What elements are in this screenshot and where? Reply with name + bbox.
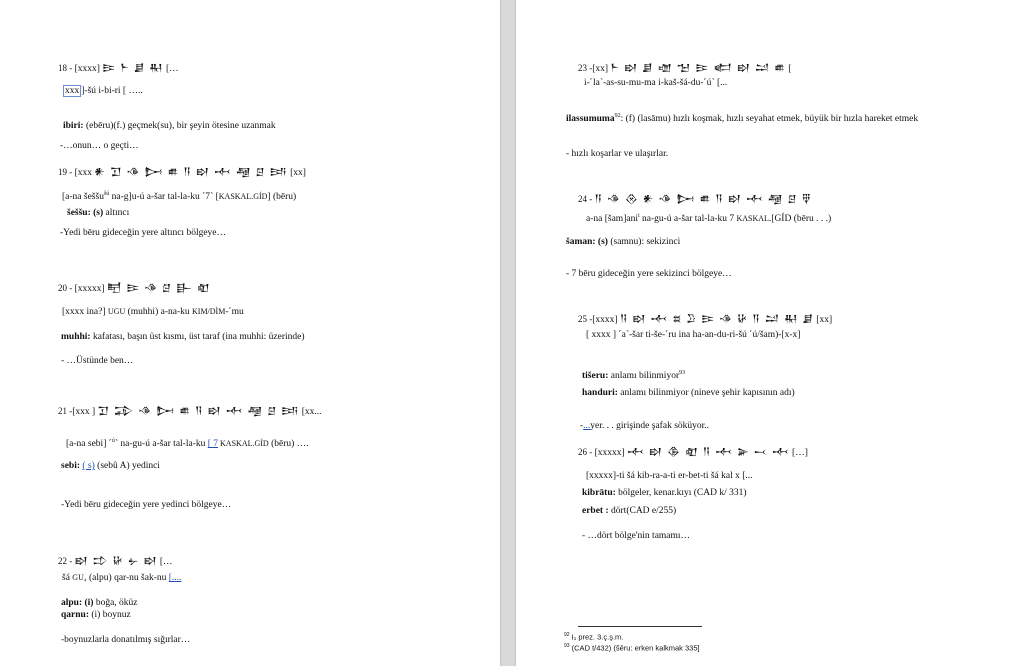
line-18-heading (58, 62, 179, 75)
line-25-transliteration: [ xxxx ] ˹a˺-šar ti-še-˹ru ina ha-an-du-ri-šú ˹ú/šam)-[x-x] (586, 330, 801, 340)
line-21-glossary (61, 460, 160, 472)
glossary-term: sebi: (61, 461, 80, 471)
sumerogram: KASKAL.GÍD (218, 192, 268, 202)
glossary-definition: anlamı bilinmiyor (nineve şehir kapısının adı) (617, 388, 795, 398)
glossary-term: tišeru: (582, 371, 609, 382)
broken-text: [xx... (301, 407, 322, 417)
line-number: 19 - (58, 167, 73, 177)
transliteration-text: šá (62, 573, 73, 583)
line-19-translation: -Yedi bēru gideceğin yere altıncı bölgeye… (60, 228, 227, 238)
superscript: ú (111, 438, 115, 444)
glossary-term: šaman: (s) (566, 237, 608, 247)
line-26-transliteration: [xxxxx]-ti šá kib-ra-a-ti er-bet-ti šá kal x [... (586, 471, 753, 481)
line-number: 22 - (58, 556, 73, 566)
transliteration-text: na-g]u-ú a-šar tal-la-ku ˹7˺ [ (109, 192, 219, 203)
transliteration-text: (muhhi) a-na-ku (125, 307, 192, 317)
cuneiform-signs: 𒀀 𒊭 𒋾 𒊺 𒊒 𒄿 𒈾 𒄩 𒀀 𒁺 𒊑 𒋗 (619, 314, 814, 325)
line-number: 21 - (58, 406, 73, 416)
transliteration-text: ]-šú i-bi-ri [ ….. (81, 86, 143, 96)
footnote-text: (CAD t/432) (šēru: erken kalkmak 335] (569, 643, 700, 653)
glossary-definition: kafatası, başın üst kısmı, üst taraf (ina muhhi: üzerinde) (90, 332, 305, 342)
line-24-transliteration (586, 210, 831, 225)
sumerogram: KASKAL.GÍD (218, 439, 269, 449)
line-23-heading (578, 62, 791, 75)
broken-text: [xxx (74, 168, 93, 178)
line-number: 26 - (578, 447, 593, 457)
broken-text: [xx] (592, 64, 609, 74)
broken-text: [xxxx] (592, 315, 618, 325)
line-21-translation: -Yedi bēru gideceğin yere yedinci bölgeye… (61, 500, 232, 510)
line-23-translation: - hızlı koşarlar ve ulaşırlar. (566, 149, 669, 159)
transliteration-text: (alpu) qar-nu šak-nu (86, 573, 169, 583)
line-number: 25 - (578, 314, 593, 324)
glossary-definition: altıncı (103, 208, 130, 218)
broken-text: [… (159, 557, 173, 567)
transliteration-text: -˹mu (225, 307, 244, 317)
footnote-number: 92 (564, 632, 570, 638)
glossary-term: qarnu: (61, 610, 89, 620)
line-22-translation: -boynuzlarla donatılmış sığırlar… (61, 635, 191, 645)
footnote-text: I₁ prez. 3.ç.ş.m. (569, 632, 624, 642)
sumerogram: GU₄ (72, 573, 87, 582)
footnote-divider (578, 626, 702, 627)
line-26-glossary-2 (582, 505, 676, 517)
line-number: 18 - (58, 63, 73, 73)
line-25-heading (578, 313, 832, 326)
glossary-definition: : (f) (lasāmu) hızlı koşmak, hızlı seyahat etmek, büyük bir hızla hareket etmek (620, 114, 919, 125)
glossary-definition: bölgeler, kenar.kıyı (CAD k/ 331) (615, 488, 747, 498)
cuneiform-signs: 𒈨 𒊭 𒋗 𒌝 𒈠 𒄿 𒅗 𒊭 𒁺 𒌑 (610, 63, 786, 74)
line-18-glossary (63, 120, 276, 132)
broken-text: […] (792, 448, 808, 458)
cuneiform-signs: 𒋾 𒊭 𒆠 𒊏 𒀀 𒋾 𒅕 𒁁 𒋾 (627, 447, 790, 458)
broken-text: [xxxx] (74, 64, 100, 74)
linked-text[interactable]: [.... (168, 573, 182, 583)
transliteration-text: [a-na šeššu (62, 192, 104, 203)
glossary-term: alpu: (i) (61, 598, 94, 608)
glossary-term: ilassumuma (566, 114, 615, 125)
line-number: 20 - (58, 283, 73, 293)
line-number: 23 - (578, 63, 593, 73)
document-page-right (516, 0, 1024, 666)
glossary-term: erbet : (582, 506, 609, 516)
broken-text: [xx] (290, 168, 306, 178)
glossary-definition: dört(CAD e/255) (608, 506, 677, 516)
superscript: i (637, 213, 640, 219)
transliteration-text: .[GÍD (bēru . . .) (768, 214, 832, 225)
glossary-term: ibiri: (63, 121, 84, 131)
line-20-translation: - …Üstünde ben… (61, 356, 134, 366)
line-26-heading (578, 446, 808, 459)
broken-text: [xxxxx] (594, 448, 625, 458)
line-25-translation (580, 420, 709, 432)
sumerogram: KIM/DÌM (192, 307, 226, 316)
transliteration-text: [a-na sebi] ˹ (66, 439, 112, 450)
cuneiform-signs: 𒊭 𒄞 𒄩 𒉡 𒊭 (74, 556, 158, 567)
footnote-ref[interactable]: 93 (679, 370, 686, 376)
linked-text[interactable]: ( s) (82, 461, 95, 471)
line-22-heading (58, 555, 173, 568)
cuneiform-signs: 𒀭 𒋛 𒈾 𒄖 𒌑 𒀀 𒊭 𒋾 𒆷 𒆪 𒅀 (94, 167, 288, 178)
glossary-definition: (samnu): sekizinci (607, 237, 681, 247)
glossary-definition: anlamı bilinmiyor (608, 371, 680, 382)
broken-text: [xxxxx] (74, 284, 105, 294)
line-22-transliteration (62, 572, 181, 584)
sumerogram: KASKAL (736, 214, 769, 224)
broken-text: [xx] (816, 315, 833, 325)
line-26-glossary-1 (582, 487, 747, 499)
line-number: 24 - (578, 194, 593, 204)
bracketed-text[interactable]: xxx (65, 86, 80, 96)
glossary-definition: (i) boynuz (88, 610, 131, 620)
transliteration-text: [xxxx ina?] (62, 307, 108, 317)
line-20-glossary (61, 331, 305, 343)
cuneiform-signs: 𒀀 𒈾 𒊮 𒀭 𒈾 𒄖 𒌑 𒀀 𒊭 𒋾 𒆷 𒆪 𒑂 (594, 194, 813, 205)
line-20-heading (58, 282, 211, 295)
superscript: šú (103, 191, 110, 197)
line-22-glossary-2 (61, 609, 131, 621)
line-21-transliteration (66, 435, 309, 450)
glossary-term: kibrātu: (582, 488, 616, 498)
line-23-glossary (566, 110, 938, 125)
line-19-transliteration (62, 188, 296, 203)
transliteration-text: (bēru) …. (268, 439, 309, 450)
line-25-glossary-2 (582, 387, 795, 399)
translation-text: - (580, 421, 584, 431)
glossary-definition: (sebû A) yedinci (94, 461, 160, 471)
document-page-left (0, 0, 500, 666)
linked-text[interactable]: [ 7 (207, 439, 219, 450)
broken-text: [ (788, 64, 792, 74)
footnote-93 (564, 641, 700, 654)
line-24-translation: - 7 bēru gideceğin yere sekizinci bölgeye… (566, 269, 732, 279)
cuneiform-signs: 𒋛 𒁉 𒈾 𒄖 𒌑 𒀀 𒊭 𒋾 𒆷 𒆪 𒅀 (97, 406, 300, 417)
glossary-definition: boğa, öküz (93, 598, 138, 608)
line-18-transliteration (63, 85, 143, 97)
line-24-heading (578, 193, 812, 206)
line-19-heading (58, 166, 306, 179)
glossary-term: šeššu: (s) (67, 208, 104, 218)
translation-text: yer. . . girişinde şafak söküyor.. (590, 421, 710, 431)
transliteration-text: ] (bēru) (267, 192, 297, 203)
line-23-transliteration: i-˹la˺-as-su-mu-ma i-kaš-šá-du-˹ú˺ [... (584, 78, 728, 88)
glossary-term: handuri: (582, 388, 618, 398)
broken-text: [… (165, 64, 179, 74)
transliteration-text: a-na [šam]ani (586, 214, 638, 225)
line-25-glossary-1 (582, 367, 685, 382)
glossary-term: muhhi: (61, 332, 91, 342)
sumerogram: UGU (107, 307, 126, 316)
transliteration-text: na-gu-ú a-šar tal-la-ku 7 (639, 214, 737, 225)
footnote-ref[interactable]: 92 (614, 113, 621, 119)
transliteration-text: ˺ na-gu-ú a-šar tal-la-ku (114, 439, 208, 450)
line-18-translation: -…onun… o geçti… (60, 141, 139, 151)
footnote-number: 93 (564, 643, 570, 649)
linked-text[interactable]: ... (583, 421, 591, 431)
cuneiform-signs: 𒋃 𒄿 𒈾 𒆪 𒃲 𒊏 (107, 283, 211, 294)
line-22-glossary-1 (61, 597, 138, 609)
line-20-transliteration (62, 306, 244, 318)
line-21-heading (58, 405, 322, 418)
line-26-translation: - …dört bölge'nin tamamı… (582, 531, 691, 541)
broken-text: [xxx ] (72, 407, 96, 417)
line-19-glossary (67, 207, 129, 219)
line-24-glossary (566, 236, 680, 248)
glossary-definition: (ebēru)(f.) geçmek(su), bir şeyin ötesine uzanmak (85, 121, 276, 131)
cuneiform-signs: 𒄿 𒈨 𒋗 𒊑 (102, 63, 164, 74)
